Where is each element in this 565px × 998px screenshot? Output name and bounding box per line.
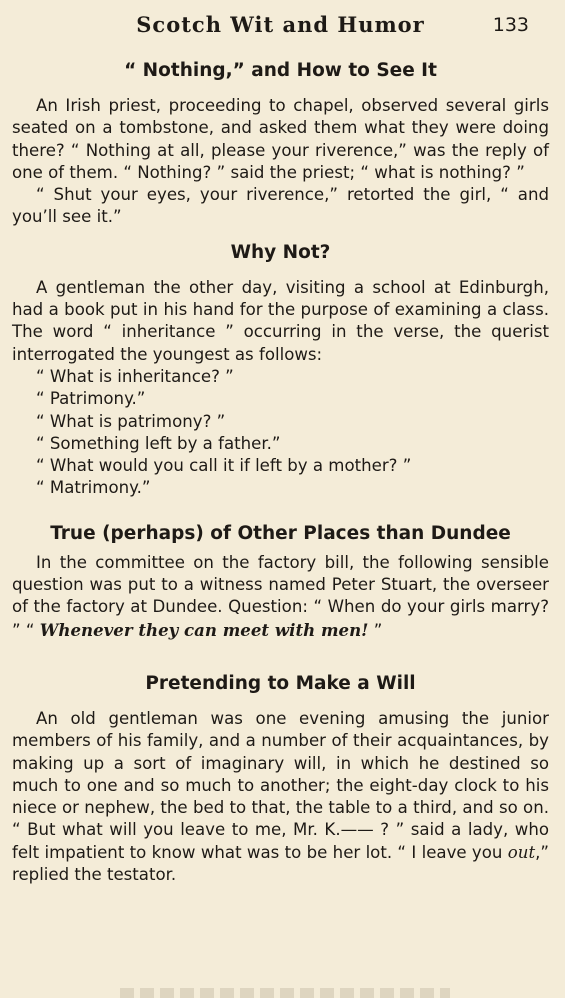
section-title: True (perhaps) of Other Places than Dundee	[50, 522, 511, 544]
paragraph-text-end: ”	[368, 620, 383, 640]
paragraph	[12, 708, 549, 886]
dialogue-line: “ What is patrimony? ”	[36, 411, 226, 431]
dialogue-line: “ Patrimony.”	[36, 389, 146, 409]
paragraph: “ Shut your eyes, your riverence,” retorted the girl, “ and you’ll see it.”	[12, 185, 549, 227]
paragraph-text: In the committee on the factory bill, the following sensible question was put to a witness named Peter Stuart, the overseer of the factory at Dundee. Question: “ When do your girls marry? ” “	[12, 552, 549, 640]
paragraph-text: An old gentleman was one evening amusing the junior members of his family, and a number of their acquaintances, by making up a sort of imaginary will, in which he destined so much to one and so much to another; the eight-day clock to his niece or nephew, the bed to that, the table to a third, and so on. “ But what will you leave to me, Mr. K.—— ? ” said a lady, who felt impatient to know what was to be her lot. “ I leave you	[12, 708, 549, 862]
italic-phrase: Whenever they can meet with men!	[39, 619, 369, 640]
bleed-through-text	[120, 988, 450, 998]
dialogue	[12, 366, 549, 500]
paragraph	[12, 552, 549, 642]
article-nothing	[12, 59, 549, 229]
paragraph: An Irish priest, proceeding to chapel, observed several girls seated on a tombstone, and asked them what they were doing there? “ Nothing at all, please your riverence,” was the reply of one of them. “ Nothing? ” said the priest; “ what is nothing? ”	[12, 96, 549, 182]
article-dundee	[12, 522, 549, 642]
dialogue-line: “ What would you call it if left by a mother? ”	[36, 456, 412, 476]
italic-word: out	[507, 842, 536, 862]
paragraph: A gentleman the other day, visiting a school at Edinburgh, had a book put in his hand for the purpose of examining a class. The word “ inheritance ” occurring in the verse, the querist interrogated the youngest as follows:	[12, 277, 549, 364]
article-will	[12, 672, 549, 886]
section-title: Why Not?	[230, 241, 331, 263]
dialogue-line: “ Something left by a father.”	[36, 433, 281, 453]
running-title: Scotch Wit and Humor	[136, 12, 425, 37]
page-header	[12, 0, 549, 50]
dialogue-line: “ Matrimony.”	[36, 478, 151, 498]
page-number: 133	[492, 14, 529, 36]
article-why-not	[12, 241, 549, 500]
paragraph-text-end: ,” replied the testator.	[12, 842, 549, 885]
section-title: “ Nothing,” and How to See It	[124, 60, 437, 81]
section-title: Pretending to Make a Will	[145, 672, 416, 694]
dialogue-line: “ What is inheritance? ”	[36, 366, 234, 386]
